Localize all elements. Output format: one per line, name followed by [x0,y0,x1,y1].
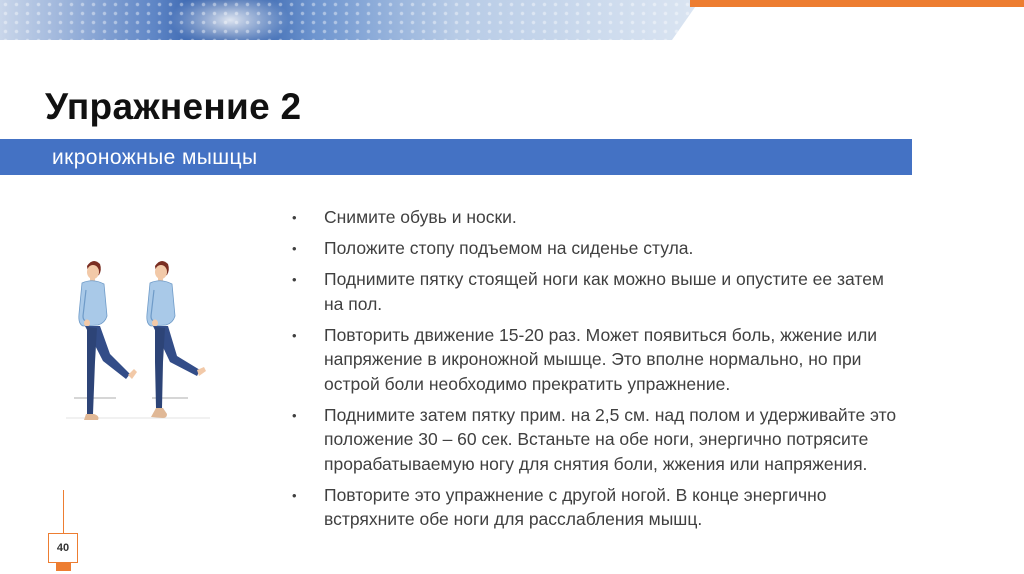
list-item: • Поднимите затем пятку прим. на 2,5 см. над полом и удерживайте это положение 30 – 60 сек. Встаньте на обе ноги, энергично потрясите прорабатываемую ногу для снятия боли, жжения или напряжения. [292,403,902,477]
water-splash [170,0,290,40]
page-subtitle: икроножные мышцы [52,146,258,169]
header-water-banner [0,0,700,40]
header-accent-line [690,0,1024,7]
subtitle-bar [0,139,912,175]
page-number-tab [56,563,71,571]
list-item: • Снимите обувь и носки. [292,205,902,230]
page-number-connector [63,490,64,533]
list-item: • Поднимите пятку стоящей ноги как можно выше и опустите ее затем на пол. [292,267,902,316]
instruction-list [292,205,902,538]
water-drops-texture [0,0,700,40]
page-number: 40 [48,533,78,563]
figure-standing [79,261,137,420]
calf-exercise-illustration [60,250,240,440]
list-item: • Повторить движение 15-20 раз. Может появиться боль, жжение или напряжение в икроножной мышце. Это вполне нормально, но при острой боли необходимо прекратить упражнение. [292,323,902,397]
list-item: • Повторите это упражнение с другой ногой. В конце энергично встряхните обе ноги для расслабления мышц. [292,483,902,532]
list-item: • Положите стопу подъемом на сиденье стула. [292,236,902,261]
page-title: Упражнение 2 [45,86,302,127]
figure-heel-raise [147,261,206,418]
